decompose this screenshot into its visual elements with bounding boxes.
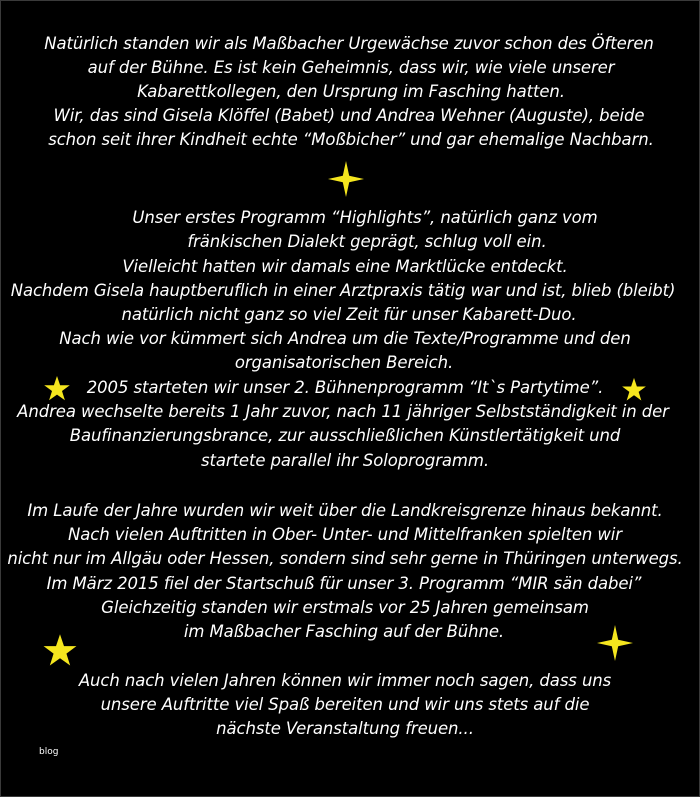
text-line: Unser erstes Programm “Highlights”, natürlich ganz vom bbox=[132, 208, 598, 227]
text-line: Im Laufe der Jahre wurden wir weit über die Landkreisgrenze hinaus bekannt. bbox=[27, 501, 663, 520]
five-point-star-icon bbox=[621, 377, 647, 403]
text-line: unsere Auftritte viel Spaß bereiten und wir uns stets auf die bbox=[100, 695, 590, 714]
text-line: Im März 2015 fiel der Startschuß für unser 3. Programm “MIR sän dabei” bbox=[46, 574, 642, 593]
text-line: nächste Veranstaltung freuen... bbox=[216, 719, 474, 738]
text-line: Gleichzeitig standen wir erstmals vor 25 Jahren gemeinsam bbox=[101, 598, 589, 617]
text-line: startete parallel ihr Soloprogramm. bbox=[200, 451, 489, 470]
text-line: Nach wie vor kümmert sich Andrea um die Texte/Programme und den bbox=[59, 329, 631, 348]
text-line: nicht nur im Allgäu oder Hessen, sondern sind sehr gerne in Thüringen unterwegs. bbox=[7, 549, 683, 568]
text-line: organisatorischen Bereich. bbox=[234, 353, 454, 372]
text-line: auf der Bühne. Es ist kein Geheimnis, dass wir, wie viele unserer bbox=[87, 58, 615, 77]
text-line: Wir, das sind Gisela Klöffel (Babet) und Andrea Wehner (Auguste), beide bbox=[53, 106, 645, 125]
five-point-star-icon bbox=[43, 375, 71, 403]
text-line: Baufinanzierungsbrance, zur ausschließlichen Künstlertätigkeit und bbox=[69, 426, 621, 445]
text-line: Nachdem Gisela hauptberuflich in einer Arztpraxis tätig war und ist, blieb (bleibt) bbox=[10, 281, 676, 300]
text-line: Andrea wechselte bereits 1 Jahr zuvor, nach 11 jähriger Selbstständigkeit in der bbox=[17, 402, 669, 421]
four-point-star-icon bbox=[326, 159, 366, 199]
five-point-star-icon bbox=[42, 633, 78, 669]
text-line: Natürlich standen wir als Maßbacher Urgewächse zuvor schon des Öfteren bbox=[44, 34, 654, 53]
text-line: schon seit ihrer Kindheit echte “Moßbicher” und gar ehemalige Nachbarn. bbox=[48, 130, 654, 149]
text-line: im Maßbacher Fasching auf der Bühne. bbox=[183, 622, 505, 641]
text-line: Nach vielen Auftritten in Ober- Unter- und Mittelfranken spielten wir bbox=[68, 525, 622, 544]
text-line: natürlich nicht ganz so viel Zeit für unser Kabarett-Duo. bbox=[121, 305, 577, 324]
text-line: Vielleicht hatten wir damals eine Marktlücke entdeckt. bbox=[122, 257, 568, 276]
blog-label: blog bbox=[39, 747, 59, 757]
four-point-star-icon bbox=[595, 623, 635, 663]
text-line: 2005 starteten wir unser 2. Bühnenprogramm “It`s Partytime”. bbox=[86, 378, 604, 397]
text-line: Auch nach vielen Jahren können wir immer noch sagen, dass uns bbox=[78, 671, 612, 690]
text-line: Kabarettkollegen, den Ursprung im Fasching hatten. bbox=[137, 82, 565, 101]
text-line: fränkischen Dialekt geprägt, schlug voll ein. bbox=[187, 232, 547, 251]
